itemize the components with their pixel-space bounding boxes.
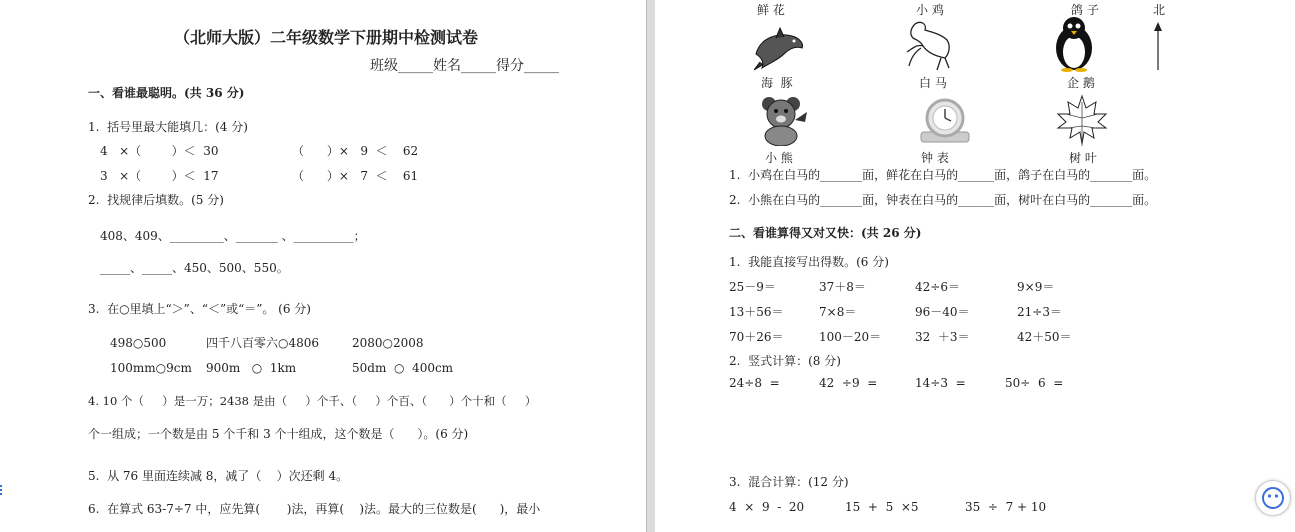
question-1-title: 1. 括号里最大能填几：(4 分): [88, 120, 248, 134]
page-title: （北师大版）二年级数学下册期中检测试卷: [174, 28, 479, 47]
question-2-title: 2. 找规律后填数。(5 分): [88, 193, 224, 207]
mixed-calc-2: 15 + 5 ×5: [845, 500, 919, 514]
vertical-calc-1: 24÷8 =: [729, 376, 780, 390]
oral-r3-c4: 42＋50＝: [1017, 330, 1072, 344]
s2-question-3-title: 3. 混合计算：(12 分): [729, 475, 849, 489]
label-north: 北: [1153, 3, 1166, 17]
q3-row2-a: 100mm○9cm: [110, 361, 192, 375]
label-pigeon: 鸽 子: [1071, 3, 1099, 17]
q1-row2-b: （ ）× 7 ＜ 61: [292, 169, 419, 183]
question-4-line1: 4. 10 个（ ）是一万；2438 是由（ ）个千、（ ）个百、（ ）个十和（ ）: [88, 394, 537, 408]
horse-icon: [901, 18, 957, 72]
assistant-face-icon: [1256, 481, 1290, 515]
direction-question-2: 2. 小熊在白马的_______面，钟表在白马的______面，树叶在白马的_______面。: [729, 193, 1157, 207]
clock-icon: [919, 98, 971, 144]
q2-line2: _____、_____、450、500、550。: [100, 261, 289, 275]
q3-row1-b: 四千八百零六○4806: [206, 336, 320, 350]
s2-question-1-title: 1. 我能直接写出得数。(6 分): [729, 255, 889, 269]
q3-row1-c: 2080○2008: [352, 336, 424, 350]
bear-icon: [755, 94, 811, 146]
oral-r2-c1: 13＋56＝: [729, 305, 784, 319]
oral-r1-c2: 37＋8＝: [819, 280, 866, 294]
section-2-heading: 二、看谁算得又对又快：(共 26 分): [729, 226, 922, 240]
label-flower: 鲜 花: [757, 3, 785, 17]
q3-row1-a: 498○500: [110, 336, 167, 350]
animal-dolphin-label: 海 豚: [761, 76, 793, 90]
animal-bear-label: 小 熊: [765, 151, 793, 165]
animal-clock-label: 钟 表: [921, 151, 949, 165]
question-6: 6. 在算式 63-7÷7 中，应先算( )法，再算( )法。最大的三位数是( )，最小: [88, 502, 541, 516]
oral-r3-c1: 70＋26＝: [729, 330, 784, 344]
page-right: [655, 0, 1295, 532]
direction-question-1: 1. 小鸡在白马的_______面，鲜花在白马的______面，鸽子在白马的_______面。: [729, 168, 1157, 182]
animal-horse-label: 白 马: [919, 76, 947, 90]
oral-r1-c1: 25－9＝: [729, 280, 776, 294]
q1-row1-a: 4 ×（ ）＜ 30: [100, 144, 219, 158]
animal-leaf-label: 树 叶: [1069, 151, 1097, 165]
vertical-calc-4: 50÷ 6 =: [1005, 376, 1064, 390]
section-1-heading: 一、看谁最聪明。(共 36 分): [88, 86, 245, 100]
q1-row2-a: 3 ×（ ）＜ 17: [100, 169, 219, 183]
side-marker: [0, 485, 6, 495]
oral-r2-c3: 96－40＝: [915, 305, 970, 319]
q3-row2-b: 900m ○ 1km: [206, 361, 297, 375]
north-arrow-icon: [1152, 22, 1164, 72]
question-3-title: 3. 在○里填上“＞”、“＜”或“＝”。 (6 分): [88, 302, 311, 316]
vertical-calc-2: 42 ÷9 =: [819, 376, 878, 390]
page-left: [0, 0, 647, 532]
oral-r3-c2: 100－20＝: [819, 330, 882, 344]
q3-row2-c: 50dm ○ 400cm: [352, 361, 454, 375]
oral-r3-c3: 32 ＋3＝: [915, 330, 970, 344]
question-4-line2: 个一组成；一个数是由 5 个千和 3 个十组成，这个数是（ ）。(6 分): [88, 427, 469, 441]
oral-r1-c4: 9×9＝: [1017, 280, 1055, 294]
label-chick: 小 鸡: [916, 3, 944, 17]
oral-r2-c2: 7×8＝: [819, 305, 857, 319]
oral-r1-c3: 42÷6＝: [915, 280, 960, 294]
question-5: 5. 从 76 里面连续减 8，减了（ ）次还剩 4。: [88, 469, 349, 483]
s2-question-2-title: 2. 竖式计算：(8 分): [729, 354, 841, 368]
q1-row1-b: （ ）× 9 ＜ 62: [292, 144, 419, 158]
dolphin-icon: [750, 24, 806, 72]
oral-r2-c4: 21÷3＝: [1017, 305, 1062, 319]
vertical-calc-3: 14÷3 =: [915, 376, 966, 390]
mixed-calc-3: 35 ÷ 7 + 10: [965, 500, 1047, 514]
mixed-calc-1: 4 × 9 - 20: [729, 500, 805, 514]
assistant-button[interactable]: [1255, 480, 1291, 516]
leaf-icon: [1054, 94, 1110, 148]
q2-line1: 408、409、_________、_______ 、__________；: [100, 229, 366, 243]
page-gap: [647, 0, 655, 532]
penguin-icon: [1049, 14, 1099, 72]
animal-penguin-label: 企 鹅: [1067, 76, 1095, 90]
student-info-fields: 班级_____姓名_____得分_____: [370, 58, 559, 74]
